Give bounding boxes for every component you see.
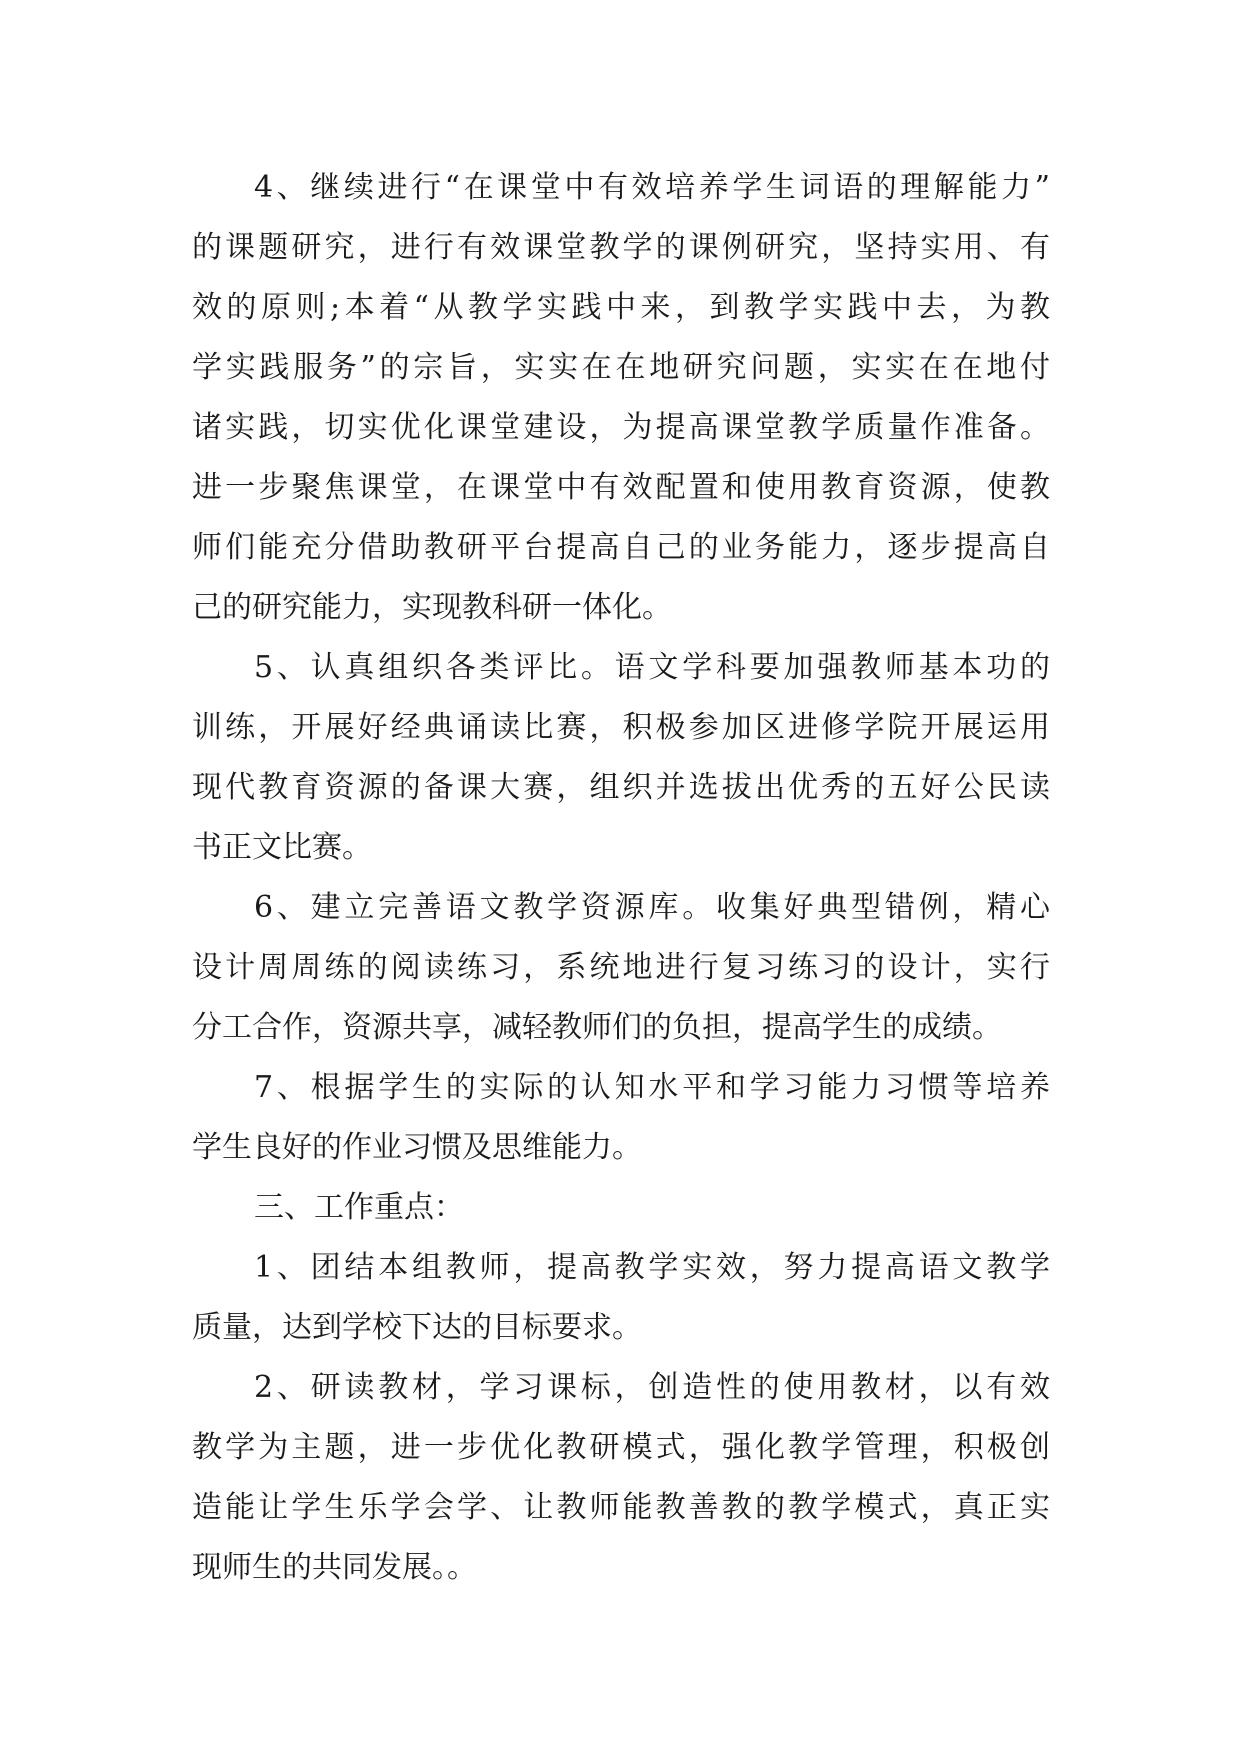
paragraph-line: 分工合作，资源共享，减轻教师们的负担，提高学生的成绩。	[192, 1010, 1002, 1045]
section-heading-text: 三、工作重点：	[254, 1190, 464, 1225]
paragraph-item-6	[192, 878, 1050, 1058]
paragraph-line: 5、认真组织各类评比。语文学科要加强教师基本功的	[254, 650, 1050, 685]
paragraph-line: 现师生的共同发展。。	[192, 1550, 477, 1585]
paragraph-item-4	[192, 158, 1050, 638]
paragraph-line: 己的研究能力，实现教科研一体化。	[192, 590, 672, 625]
key-point-1	[192, 1238, 1050, 1358]
paragraph-line: 书正文比赛。	[192, 830, 372, 865]
paragraph-line: 6、建立完善语文教学资源库。收集好典型错例，精心	[254, 890, 1050, 925]
paragraph-line: 效的原则;本着“从教学实践中来，到教学实践中去，为教	[192, 290, 1050, 325]
paragraph-line: 学生良好的作业习惯及思维能力。	[192, 1130, 642, 1165]
paragraph-line: 诸实践，切实优化课堂建设，为提高课堂教学质量作准备。	[192, 410, 1050, 445]
paragraph-line: 1、团结本组教师，提高教学实效，努力提高语文教学	[254, 1250, 1050, 1285]
paragraph-line: 2、研读教材，学习课标，创造性的使用教材，以有效	[254, 1370, 1050, 1405]
paragraph-item-7	[192, 1058, 1050, 1178]
key-point-2	[192, 1358, 1050, 1598]
paragraph-line: 教学为主题，进一步优化教研模式，强化教学管理，积极创	[192, 1430, 1050, 1465]
section-heading	[192, 1178, 1050, 1238]
paragraph-line: 质量，达到学校下达的目标要求。	[192, 1310, 642, 1345]
paragraph-line: 造能让学生乐学会学、让教师能教善教的教学模式，真正实	[192, 1490, 1050, 1525]
paragraph-line: 设计周周练的阅读练习，系统地进行复习练习的设计，实行	[192, 950, 1050, 985]
paragraph-line: 4、继续进行“在课堂中有效培养学生词语的理解能力”	[254, 170, 1050, 205]
paragraph-line: 7、根据学生的实际的认知水平和学习能力习惯等培养	[254, 1070, 1050, 1105]
paragraph-line: 学实践服务”的宗旨，实实在在地研究问题，实实在在地付	[192, 350, 1050, 385]
paragraph-line: 师们能充分借助教研平台提高自己的业务能力，逐步提高自	[192, 530, 1050, 565]
paragraph-line: 训练，开展好经典诵读比赛，积极参加区进修学院开展运用	[192, 710, 1050, 745]
paragraph-item-5	[192, 638, 1050, 878]
paragraph-line: 进一步聚焦课堂，在课堂中有效配置和使用教育资源，使教	[192, 470, 1050, 505]
document-body	[192, 158, 1050, 1598]
paragraph-line: 现代教育资源的备课大赛，组织并选拔出优秀的五好公民读	[192, 770, 1050, 805]
paragraph-line: 的课题研究，进行有效课堂教学的课例研究，坚持实用、有	[192, 230, 1050, 265]
